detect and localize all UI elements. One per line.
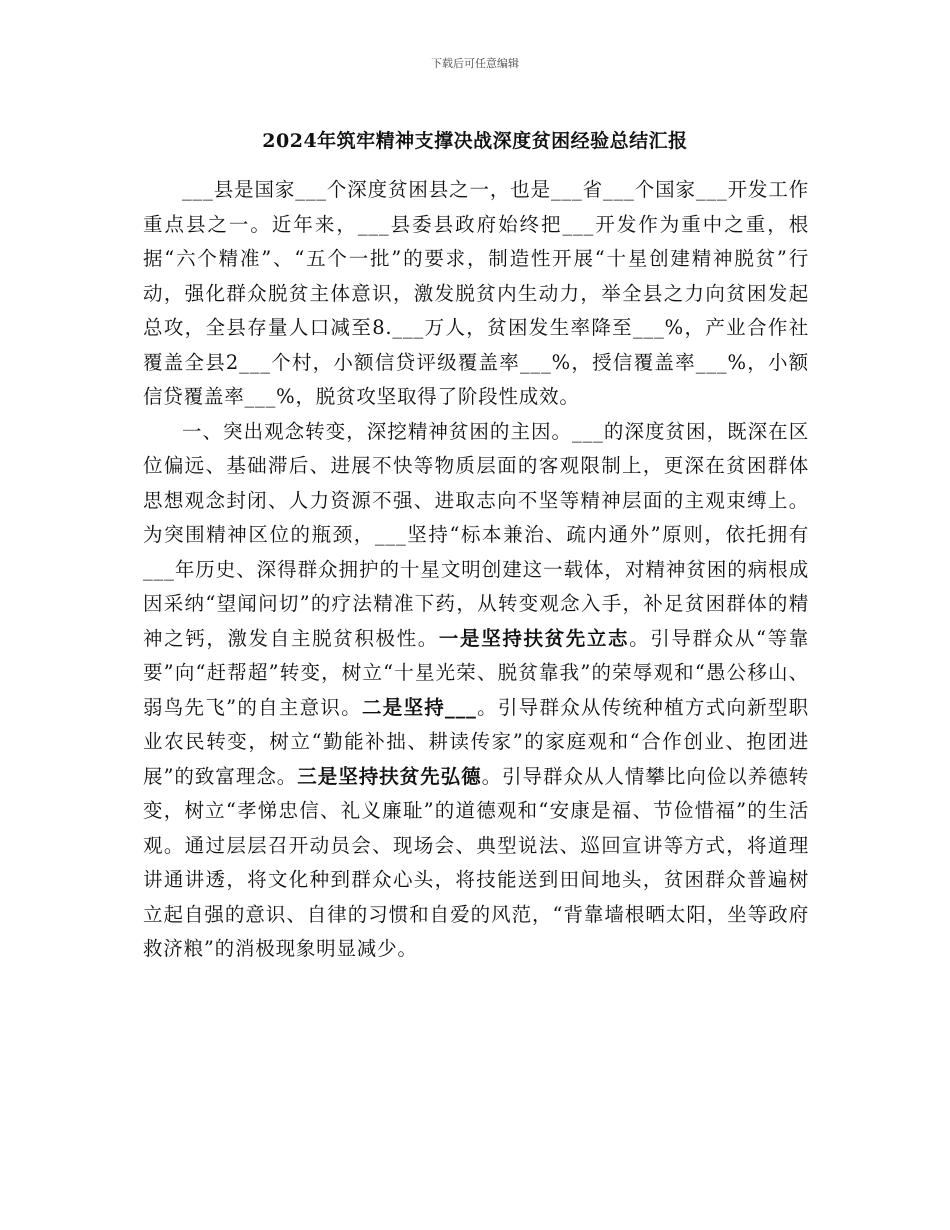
point-1-text: 。引导群众从“等靠要”向“赶帮超”转变，树立“十星光荣、脱贫靠我”的荣辱观和“愚公移山、弱鸟先飞”的自主意识。 <box>143 626 810 719</box>
point-2-text: 。引导群众从传统种植方式向新型职业农民转变，树立“勤能补拙、耕读传家”的家庭观和“合作创业、抱团进展”的致富理念。 <box>143 695 809 788</box>
document-body <box>143 173 809 967</box>
paragraph-2 <box>143 415 809 967</box>
point-3-heading: 三是坚持扶贫先弘德 <box>297 764 482 788</box>
document-title: 2024年筑牢精神支撑决战深度贫困经验总结汇报 <box>262 130 688 152</box>
point-1-heading: 一是坚持扶贫先立志 <box>438 626 630 650</box>
header-note: 下载后可任意编辑 <box>431 57 519 70</box>
paragraph-1: ___县是国家___个深度贫困县之一，也是___省___个国家___开发工作重点县之一。近年来，___县委县政府始终把___开发作为重中之重，根据“六个精准”、“五个一批”的要求，制造性开展“十星创建精神脱贫”行动，强化群众脱贫主体意识，激发脱贫内生动力，举全县之力向贫困发起总攻，全县存量人口减至8.___万人，贫困发生率降至___%，产业合作社覆盖全县2___个村，小额信贷评级覆盖率___%，授信覆盖率___%，小额信贷覆盖率___%，脱贫攻坚取得了阶段性成效。 <box>143 178 809 408</box>
paragraph-2-intro: 一、突出观念转变，深挖精神贫困的主因。___的深度贫困，既深在区位偏远、基础滞后、进展不快等物质层面的客观限制上，更深在贫困群体思想观念封闭、人力资源不强、进取志向不坚等精神层面的主观束缚上。为突围精神区位的瓶颈，___坚持“标本兼治、疏内通外”原则，依托拥有___年历史、深得群众拥护的十星文明创建这一载体，对精神贫困的病根成因采纳“望闻问切”的疗法精准下药，从转变观念入手，补足贫困群体的精神之钙，激发自主脱贫积极性。 <box>143 419 809 650</box>
point-2-heading: 二是坚持___ <box>361 695 477 719</box>
point-3-text: 。引导群众从人情攀比向俭以养德转变，树立“孝悌忠信、礼义廉耻”的道德观和“安康是福、节俭惜福”的生活观。通过层层召开动员会、现场会、典型说法、巡回宣讲等方式，将道理讲通讲透，将文化种到群众心头，将技能送到田间地头，贫困群众普遍树立起自强的意识、自律的习惯和自爱的风范，“背靠墙根晒太阳，坐等政府救济粮”的消极现象明显减少。 <box>143 764 809 960</box>
